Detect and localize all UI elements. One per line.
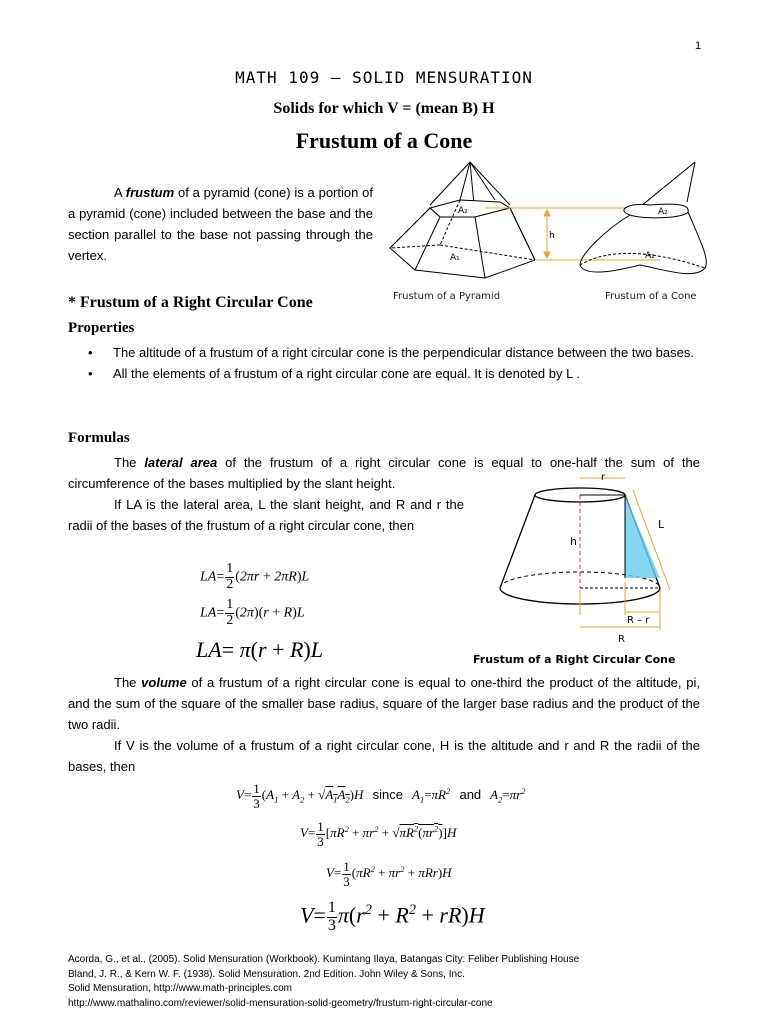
section-heading: * Frustum of a Right Circular Cone	[68, 294, 313, 311]
frustum-figures	[375, 160, 715, 308]
term-volume: volume	[141, 675, 187, 690]
right-circular-cone-figure	[470, 470, 700, 670]
properties-list	[88, 342, 700, 384]
label-a1-cone: A₁	[645, 251, 655, 261]
formulas-heading: Formulas	[68, 430, 130, 446]
label-R: R	[618, 634, 625, 645]
caption-right-cone: Frustum of a Right Circular Cone	[473, 653, 676, 666]
page-title: Frustum of a Cone	[295, 128, 473, 153]
property-item: • The altitude of a frustum of a right circular cone is the perpendicular distance between the two bases.	[88, 342, 700, 363]
formula-v-3: V= $\frac{1}{3}$ $(\pi R^2 + \pi r^2 + \pi Rr)H$	[326, 859, 452, 889]
caption-pyramid: Frustum of a Pyramid	[393, 291, 501, 302]
formula-v-final: V= $\frac{1}{3}$ $\pi(r^2 + R^2 + rR)H$	[300, 899, 485, 934]
properties-heading: Properties	[68, 320, 135, 336]
label-a2-pyramid: A₂	[458, 206, 468, 216]
formula-la-2: LA= $\frac{1}{2}$ (2π)(r + R)L	[200, 597, 305, 628]
reference-item: Solid Mensuration, http://www.math-principles.com	[68, 983, 292, 994]
label-a1-pyramid: A₁	[450, 253, 460, 263]
formula-la-1: LA= $\frac{1}{2}$ (2πr + 2πR)L	[200, 561, 310, 592]
page-number: 1	[695, 40, 702, 52]
lateral-area-paragraph: The lateral area of the frustum of a right circular cone is equal to one-half the sum of the circumference of the bases multiplied by the slant height.	[68, 455, 700, 491]
reference-item: Acorda, G., et al., (2005). Solid Mensuration (Workbook). Kumintang Ilaya, Batangas City: Feliber Publishing House	[68, 954, 580, 965]
caption-cone: Frustum of a Cone	[605, 291, 697, 302]
cone-frustum-drawing	[580, 162, 706, 274]
term-frustum: frustum	[125, 185, 175, 200]
term-lateral-area: lateral area	[144, 455, 218, 470]
property-item: • All the elements of a frustum of a right circular cone are equal. It is denoted by L .	[88, 363, 700, 384]
formula-v-1: V= $\frac{1}{3}$ $(A_1 + A_2 + √A_1A_2)H$ since $A_1=\pi R^2$ and $A_2=\pi r^2$	[236, 781, 526, 811]
reference-item: Bland, J. R., & Kern W. F. (1938). Solid Mensuration. 2nd Edition. John Wiley & Sons, Inc.	[68, 968, 465, 980]
label-a2-cone: A₂	[658, 207, 668, 217]
label-L: L	[658, 518, 665, 531]
label-R-minus-r: R – r	[627, 615, 650, 626]
pyramid-frustum-drawing	[390, 162, 535, 278]
lateral-area-definition: If LA is the lateral area, L the slant height, and R and r the radii of the bases of the frustum of a right circular cone, then	[68, 497, 464, 533]
intro-paragraph: A frustum of a pyramid (cone) is a portion of a pyramid (cone) included between the base and the section parallel to the base not passing through the vertex.	[68, 185, 373, 263]
volume-paragraph: The volume of a frustum of a right circular cone is equal to one-third the product of the altitude, pi, and the sum of the square of the smaller base radius, square of the larger base radius and the product of the two radii.	[68, 675, 700, 732]
formula-la-final: LA= π(r + R)L	[196, 637, 323, 662]
label-h-right: h	[570, 535, 577, 548]
course-title: MATH 109 – SOLID MENSURATION	[235, 68, 533, 87]
reference-item: http://www.mathalino.com/reviewer/solid-mensuration-solid-geometry/frustum-right-circular-cone	[68, 997, 493, 1009]
subtitle: Solids for which V = (mean B) H	[273, 100, 495, 117]
formula-v-2: V= $\frac{1}{3}$ $[\pi R^2 + \pi r^2 + √\pi R^2(\pi r^2)]H$	[300, 819, 457, 849]
label-h-top: h	[549, 231, 555, 241]
label-r: r	[601, 472, 606, 483]
references	[68, 953, 579, 1011]
volume-definition: If V is the volume of a frustum of a right circular cone, H is the altitude and r and R the radii of the bases, then	[68, 738, 700, 774]
